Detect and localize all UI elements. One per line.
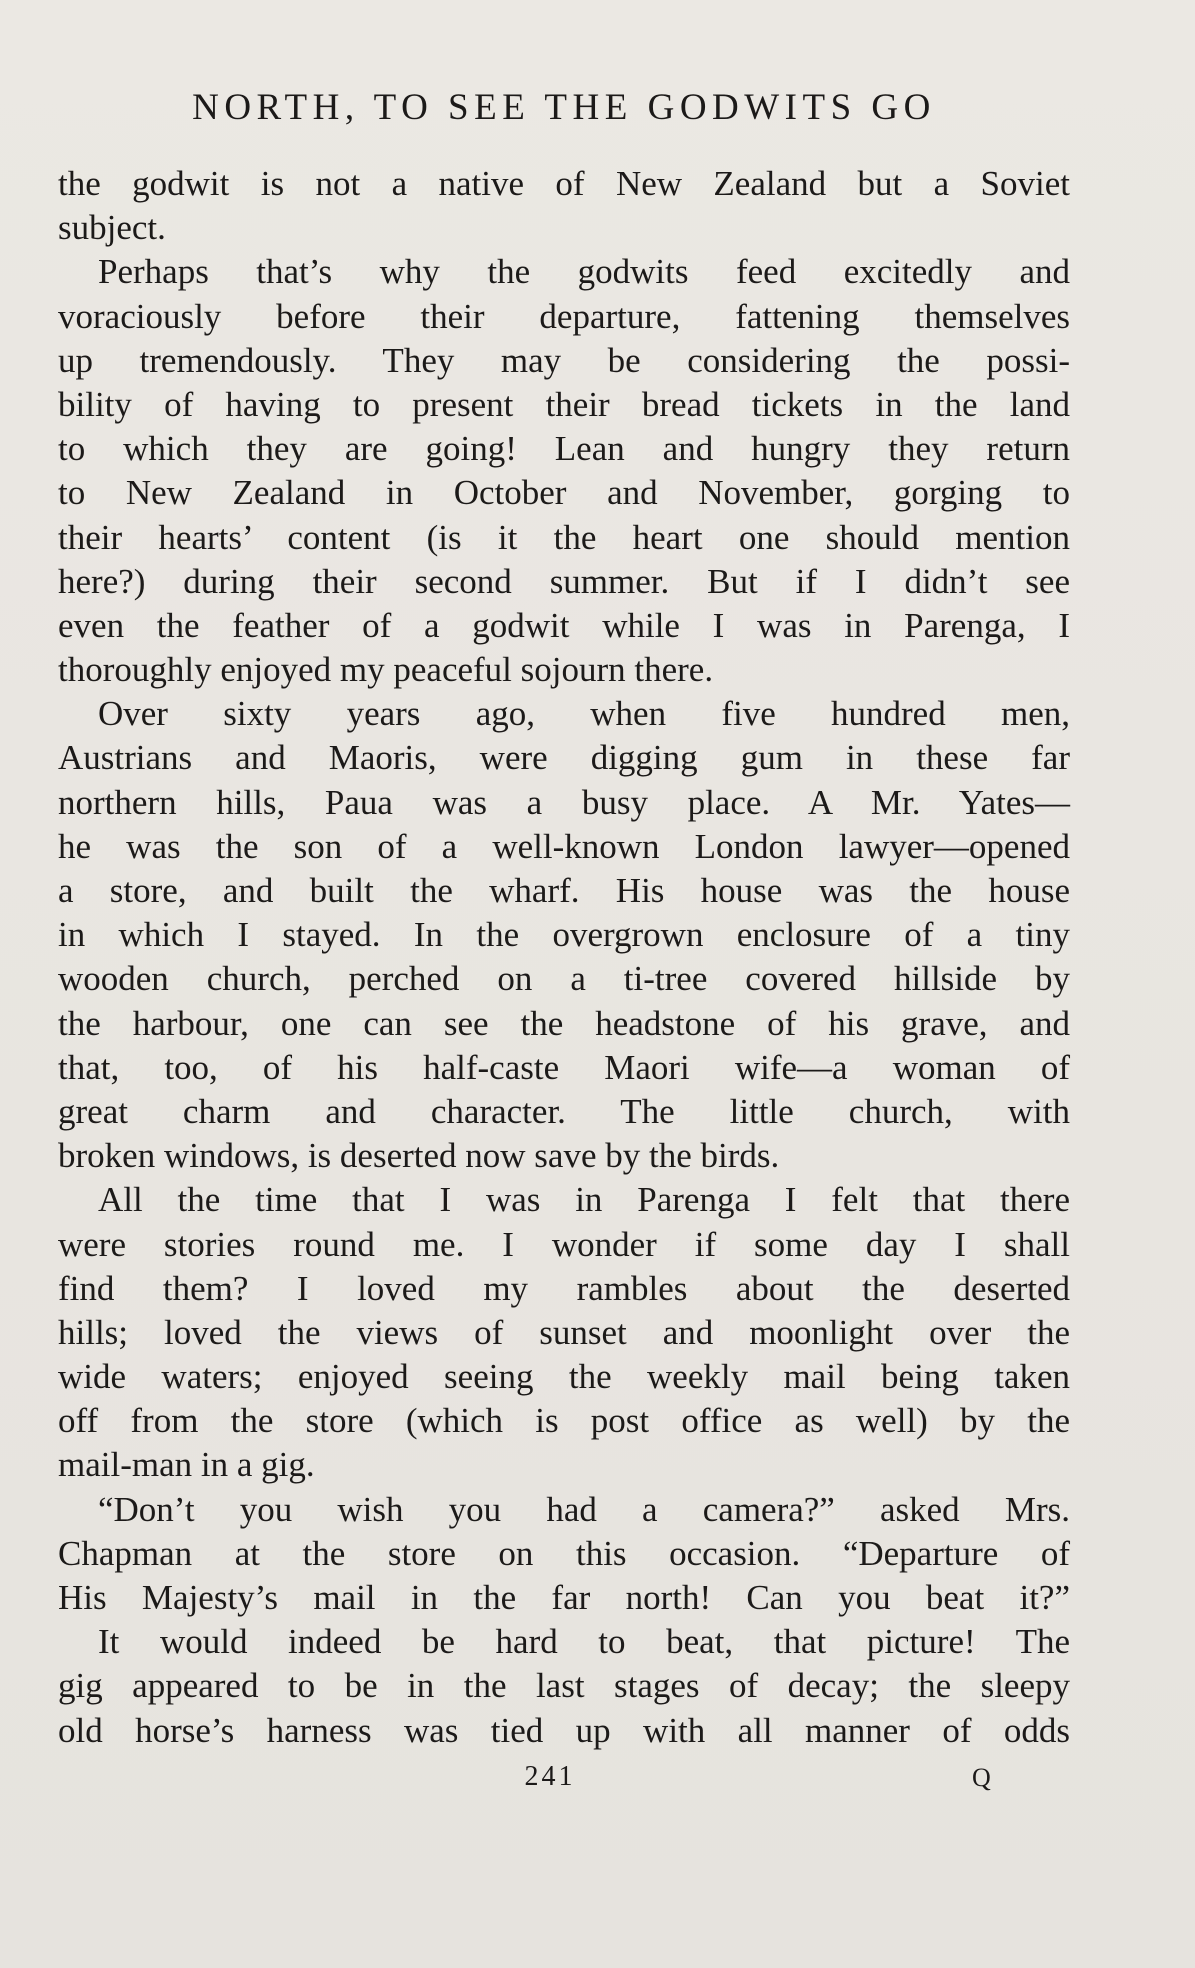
signature-mark: Q	[972, 1763, 991, 1792]
text-line: up tremendously. They may be considering the possi-	[58, 340, 1070, 380]
text-line: thoroughly enjoyed my peaceful sojourn there.	[58, 650, 714, 690]
text-line: that, too, of his half-caste Maori wife—a woman of	[58, 1047, 1070, 1087]
text-line: he was the son of a well-known London lawyer—opened	[58, 826, 1070, 866]
text-line: were stories round me. I wonder if some day I shall	[58, 1224, 1070, 1264]
text-line: the godwit is not a native of New Zealand but a Soviet	[58, 164, 1070, 203]
text-line: Chapman at the store on this occasion. “Departure of	[58, 1533, 1070, 1573]
text-line: “Don’t you wish you had a camera?” asked Mrs.	[98, 1489, 1070, 1529]
text-line: find them? I loved my rambles about the deserted	[58, 1268, 1070, 1308]
text-line: here?) during their second summer. But if I didn’t see	[58, 561, 1070, 601]
text-line: to New Zealand in October and November, gorging to	[58, 473, 1070, 513]
text-line: Perhaps that’s why the godwits feed excitedly and	[98, 252, 1070, 292]
page-number: 241	[524, 1761, 576, 1792]
text-line: hills; loved the views of sunset and moonlight over the	[58, 1312, 1070, 1352]
text-line: wooden church, perched on a ti-tree covered hillside by	[58, 959, 1070, 999]
running-head: NORTH, TO SEE THE GODWITS GO	[192, 87, 936, 128]
text-line: old horse’s harness was tied up with all manner of odds	[58, 1710, 1070, 1750]
text-line: subject.	[58, 208, 166, 248]
text-line: It would indeed be hard to beat, that picture! The	[98, 1622, 1070, 1662]
text-line: broken windows, is deserted now save by the birds.	[58, 1136, 780, 1176]
text-line: bility of having to present their bread tickets in the land	[58, 384, 1070, 424]
text-line: great charm and character. The little church, with	[58, 1091, 1070, 1131]
text-line: gig appeared to be in the last stages of decay; the sleepy	[58, 1666, 1070, 1706]
text-line: to which they are going! Lean and hungry they return	[58, 429, 1070, 469]
text-line: a store, and built the wharf. His house was the house	[58, 871, 1070, 910]
text-line: in which I stayed. In the overgrown enclosure of a tiny	[58, 915, 1070, 955]
text-line: Over sixty years ago, when five hundred men,	[98, 694, 1070, 734]
text-line: off from the store (which is post office as well) by the	[58, 1401, 1070, 1441]
text-line: their hearts’ content (is it the heart one should mention	[58, 517, 1070, 557]
text-line: All the time that I was in Parenga I felt that there	[98, 1180, 1070, 1220]
text-line: even the feather of a godwit while I was in Parenga, I	[58, 605, 1070, 645]
text-line: His Majesty’s mail in the far north! Can you beat it?”	[58, 1578, 1070, 1617]
text-line: voraciously before their departure, fattening themselves	[58, 296, 1070, 336]
body-text	[58, 162, 1070, 1753]
text-line: wide waters; enjoyed seeing the weekly mail being taken	[58, 1357, 1070, 1397]
text-line: mail-man in a gig.	[58, 1445, 315, 1485]
text-line: Austrians and Maoris, were digging gum in these far	[58, 738, 1070, 778]
text-line: northern hills, Paua was a busy place. A Mr. Yates—	[58, 782, 1070, 822]
text-line: the harbour, one can see the headstone of his grave, and	[58, 1003, 1070, 1043]
